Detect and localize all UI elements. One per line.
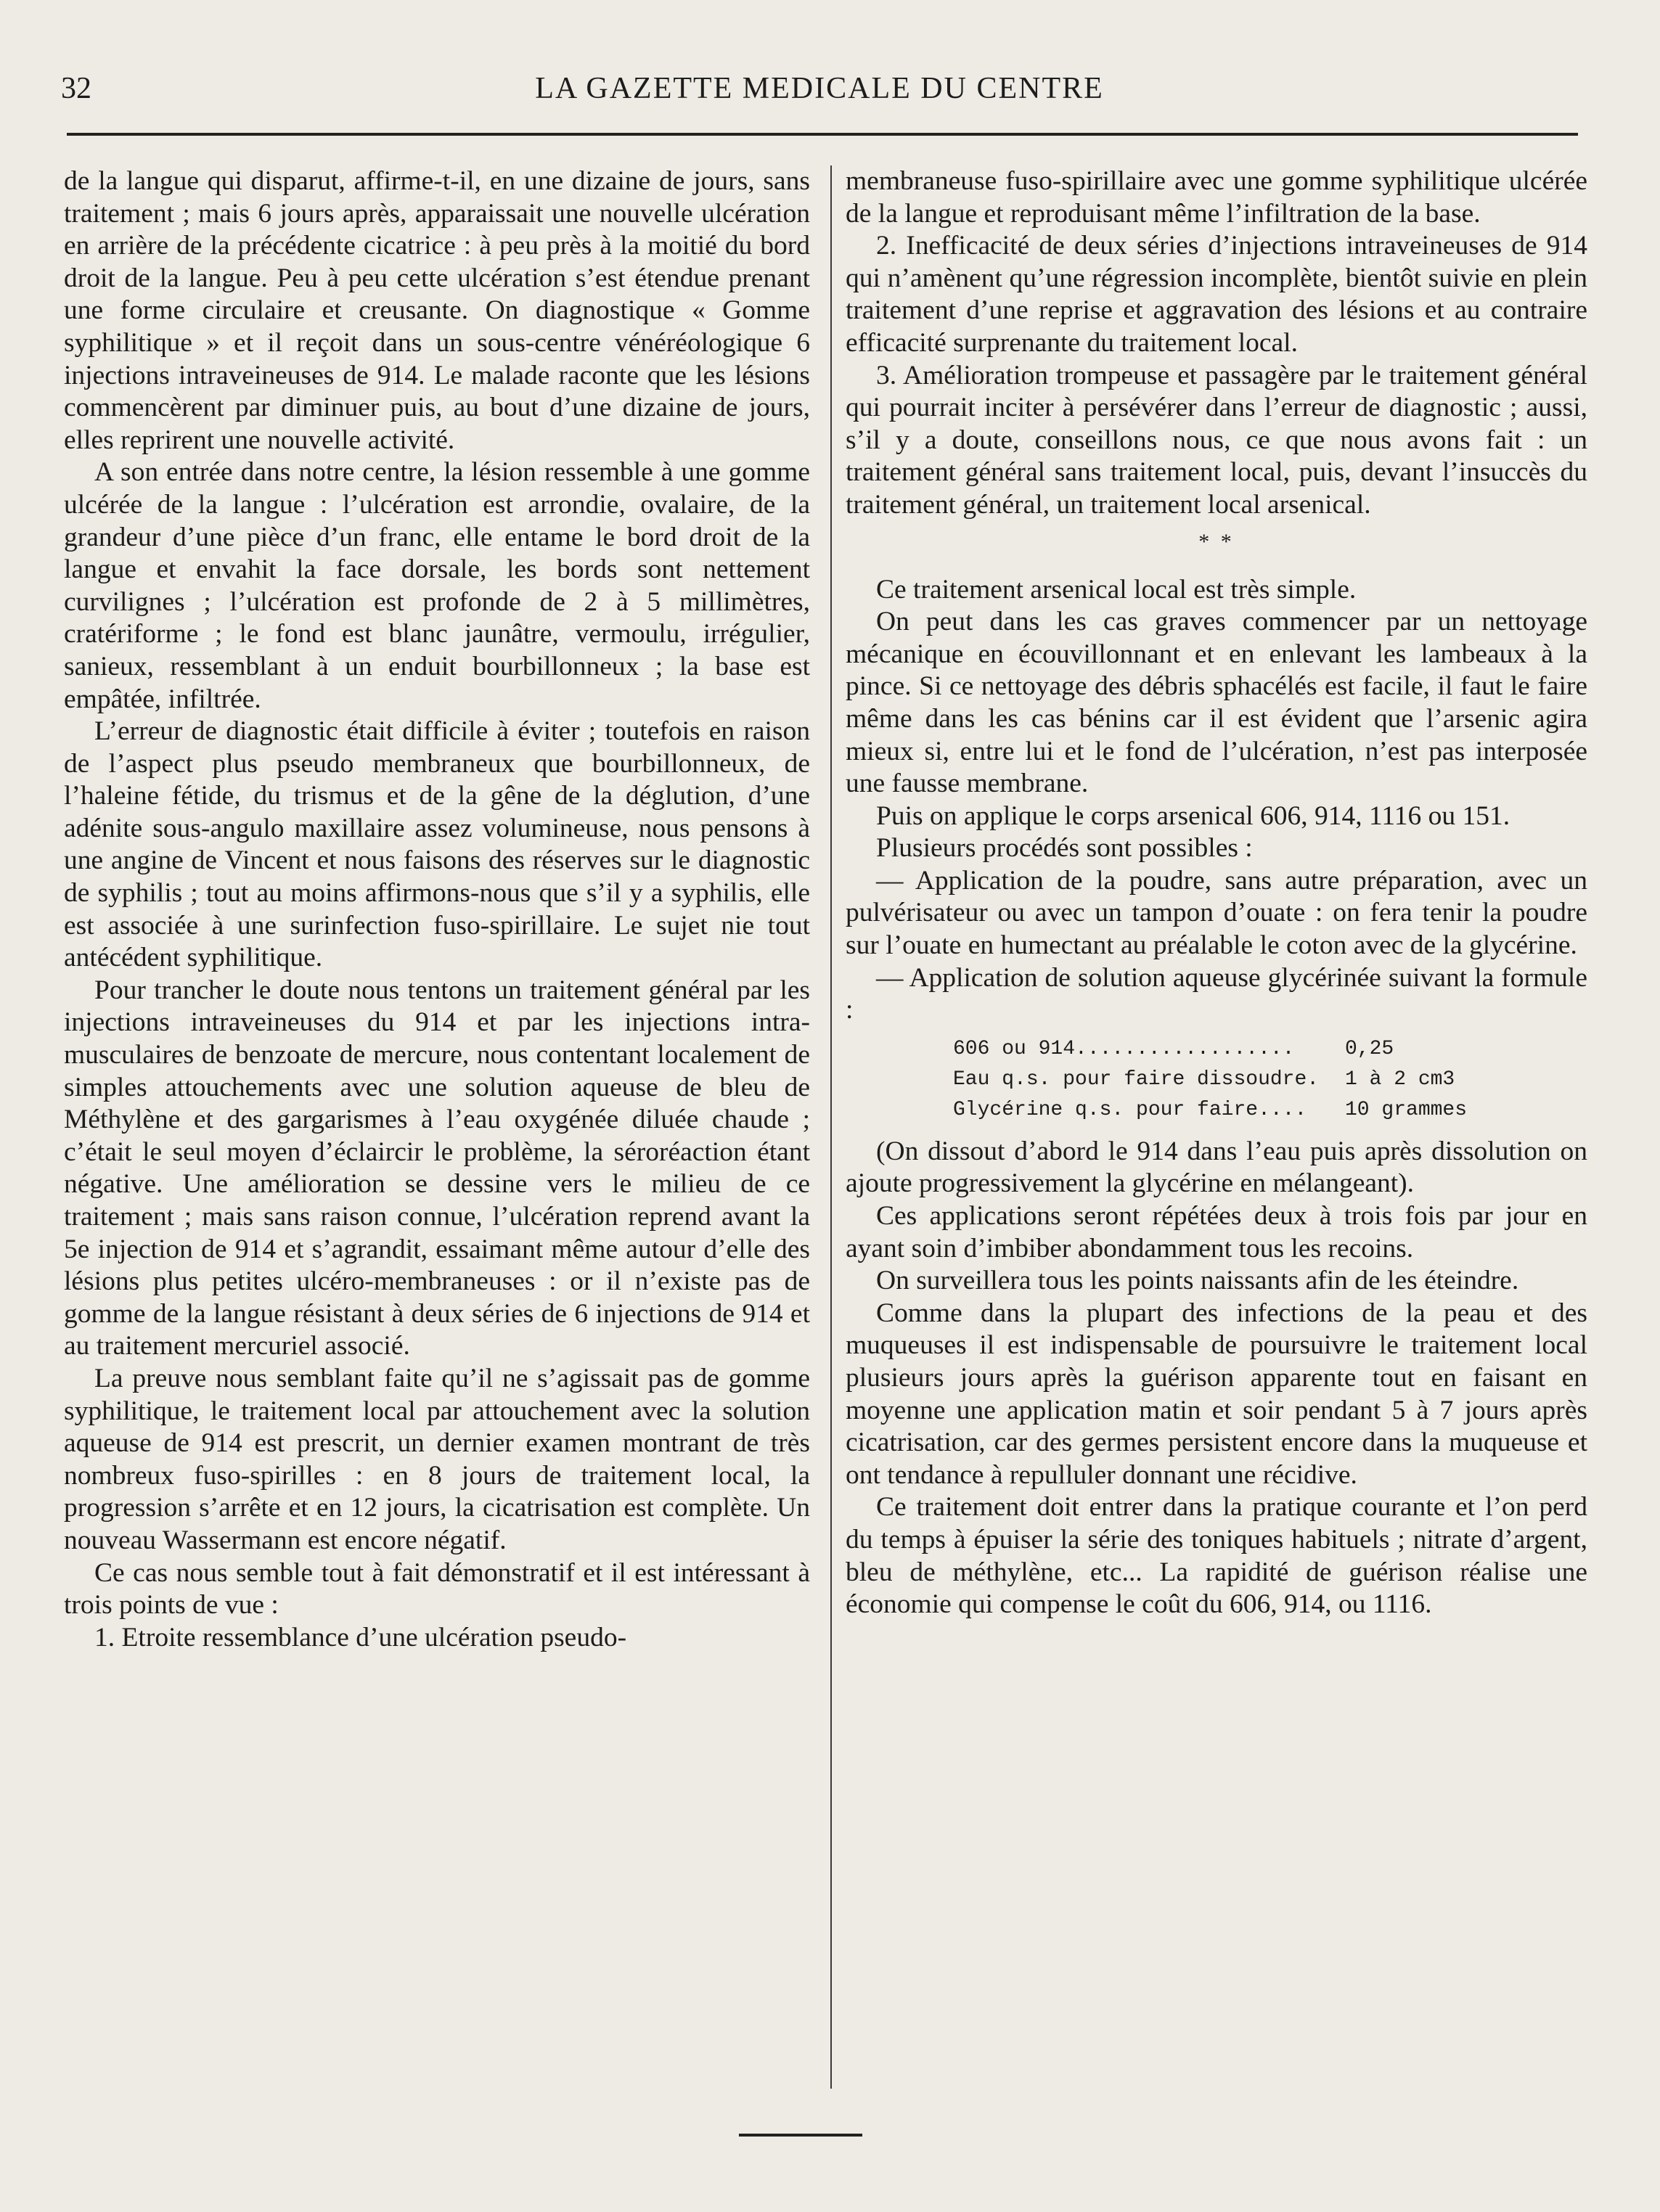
formula-table <box>953 1034 1587 1126</box>
paragraph: Ces applications seront répétées deux à trois fois par jour en ayant soin d’imbiber abondamment tous les recoins. <box>846 1201 1587 1263</box>
formula-ingredient: Glycérine q.s. pour faire.... <box>953 1098 1307 1121</box>
paragraph: 3. Amélioration trompeuse et passagère par le traitement général qui pourrait inciter à persévérer dans l’erreur de diagnostic ; aussi, s’il y a doute, conseillons nous, ce que nous avons fait : un traitement général sans traitement local, puis, devant l’insuccès du traitement général, un traitement local arsenical. <box>846 360 1587 520</box>
paragraph: de la langue qui disparut, affirme-t-il, en une dizaine de jours, sans traitement ; mais 6 jours après, apparaissait une nouvelle ulcération en arrière de la précédente cicatrice : à peu près à la moitié du bord droit de la langue. Peu à peu cette ulcération s’est étendue prenant une forme circulaire et creusante. On diagnostique « Gomme syphilitique » et il reçoit dans un sous-centre vénéréologique 6 injections intraveineuses de 914. Le malade raconte que les lésions commencèrent par diminuer puis, au bout d’une dizaine de jours, elles reprirent une nouvelle activité. <box>64 166 810 455</box>
page-header <box>61 65 1578 109</box>
paragraph: Pour trancher le doute nous tentons un traitement général par les injections intraveineuses du 914 et par les injections intra-musculaires de benzoate de mercure, nous contentant localement de simples attouchements avec une solution aqueuse de bleu de Méthylène et des gargarismes à l’eau oxygénée diluée chaude ; c’était le seul moyen d’éclaircir le problème, la séroréaction étant négative. Une amélioration se dessine vers le milieu de ce traitement ; mais sans raison connue, l’ulcération reprend avant la 5e injection de 914 et s’agrandit, essaimant même autour d’elle des lésions plus petites ulcéro-membraneuses : or il n’existe pas de gomme de la langue résistant à deux séries de 6 injections de 914 et au traitement mercuriel associé. <box>64 975 810 1361</box>
footer-rule <box>739 2134 862 2137</box>
paragraph: L’erreur de diagnostic était difficile à éviter ; toutefois en raison de l’aspect plus pseudo membraneux que bourbillonneux, de l’haleine fétide, du trismus et de la gêne de la déglution, d’une adénite sous-angulo maxillaire assez volumineuse, nous pensons à une angine de Vincent et nous faisons des réserves sur le diagnostic de syphilis ; tout au moins affirmons-nous que s’il y a syphilis, elle est associée à une surinfection fuso-spirillaire. Le sujet nie tout antécédent syphilitique. <box>64 716 810 973</box>
formula-ingredient: Eau q.s. pour faire dissoudre. <box>953 1068 1320 1091</box>
paragraph: On peut dans les cas graves commencer par un nettoyage mécanique en écouvillonnant et en enlevant les lambeaux à la pince. Si ce nettoyage des débris sphacélés est facile, il faut le faire même dans les cas bénins car il est évident que l’arsenic agira mieux si, entre lui et le fond de l’ulcération, n’est pas interposée une fausse membrane. <box>846 607 1587 799</box>
section-break: * * <box>1198 529 1235 554</box>
paragraph: — Application de solution aqueuse glycérinée suivant la formule : <box>846 962 1587 1025</box>
paragraph: 1. Etroite ressemblance d’une ulcération pseudo- <box>94 1622 627 1652</box>
paragraph: Puis on applique le corps arsenical 606, 914, 1116 ou 151. <box>876 800 1510 831</box>
paragraph: A son entrée dans notre centre, la lésion ressemble à une gomme ulcérée de la langue : l’ulcération est arrondie, ovalaire, de la grandeur d’une pièce d’un franc, elle entame le bord droit de la langue et envahit la face dorsale, les bords sont nettement curvilignes ; l’ulcération est profonde de 2 à 5 millimètres, cratériforme ; le fond est blanc jaunâtre, vermoulu, irrégulier, sanieux, ressemblant à un enduit bourbillonneux ; la base est empâtée, infiltrée. <box>64 457 810 714</box>
paragraph: Ce cas nous semble tout à fait démonstratif et il est intéressant à trois points de vue : <box>64 1557 810 1621</box>
journal-title: LA GAZETTE MEDICALE DU CENTRE <box>535 72 1104 105</box>
formula-row <box>953 1034 1587 1065</box>
paragraph: La preuve nous semblant faite qu’il ne s’agissait pas de gomme syphilitique, le traitement local par attouchement avec la solution aqueuse de 914 est prescrit, un dernier examen montrant de très nombreux fuso-spirilles : en 8 jours de traitement local, la progression s’arrête et en 12 jours, la cicatrisation est complète. Un nouveau Wassermann est encore négatif. <box>64 1363 810 1555</box>
paragraph: Plusieurs procédés sont possibles : <box>876 833 1253 864</box>
paragraph: Ce traitement doit entrer dans la pratique courante et l’on perd du temps à épuiser la série des toniques habituels ; nitrate d’argent, bleu de méthylène, etc... La rapidité de guérison réalise une économie qui compense le coût du 606, 914, ou 1116. <box>846 1492 1587 1620</box>
paragraph: Ce traitement arsenical local est très simple. <box>876 574 1357 605</box>
paragraph: On surveillera tous les points naissants afin de les éteindre. <box>876 1266 1519 1296</box>
formula-row <box>953 1065 1587 1095</box>
paragraph: — Application de la poudre, sans autre préparation, avec un pulvérisateur ou avec un tampon d’ouate : on fera tenir la poudre sur l’ouate en humectant au préalable le coton avec de la glycérine. <box>846 865 1587 961</box>
page-number: 32 <box>61 72 91 105</box>
right-column <box>846 165 1587 1621</box>
paragraph: (On dissout d’abord le 914 dans l’eau puis après dissolution on ajoute progressivement la glycérine en mélangeant). <box>846 1136 1587 1199</box>
formula-quantity: 0,25 <box>1345 1037 1394 1060</box>
left-column <box>64 165 810 1654</box>
header-rule <box>67 133 1578 136</box>
paragraph: membraneuse fuso-spirillaire avec une gomme syphilitique ulcérée de la langue et reproduisant même l’infiltration de la base. <box>846 166 1587 229</box>
formula-ingredient: 606 ou 914.................. <box>953 1037 1295 1060</box>
formula-quantity: 1 à 2 cm3 <box>1345 1068 1455 1091</box>
paragraph: Comme dans la plupart des infections de la peau et des muqueuses il est indispensable de poursuivre le traitement local plusieurs jours après la guérison apparente tout en faisant en moyenne une application matin et soir pendant 5 à 7 jours après cicatrisation, car des germes persistent encore dans la muqueuse et ont tendance à repulluler donnant une récidive. <box>846 1298 1587 1490</box>
formula-row <box>953 1095 1587 1126</box>
paragraph: 2. Inefficacité de deux séries d’injections intraveineuses de 914 qui n’amènent qu’une régression incomplète, bientôt suivie en plein traitement d’une reprise et aggravation des lésions et au contraire efficacité surprenante du traitement local. <box>846 231 1587 358</box>
formula-quantity: 10 grammes <box>1345 1098 1468 1121</box>
column-divider <box>830 165 832 2089</box>
